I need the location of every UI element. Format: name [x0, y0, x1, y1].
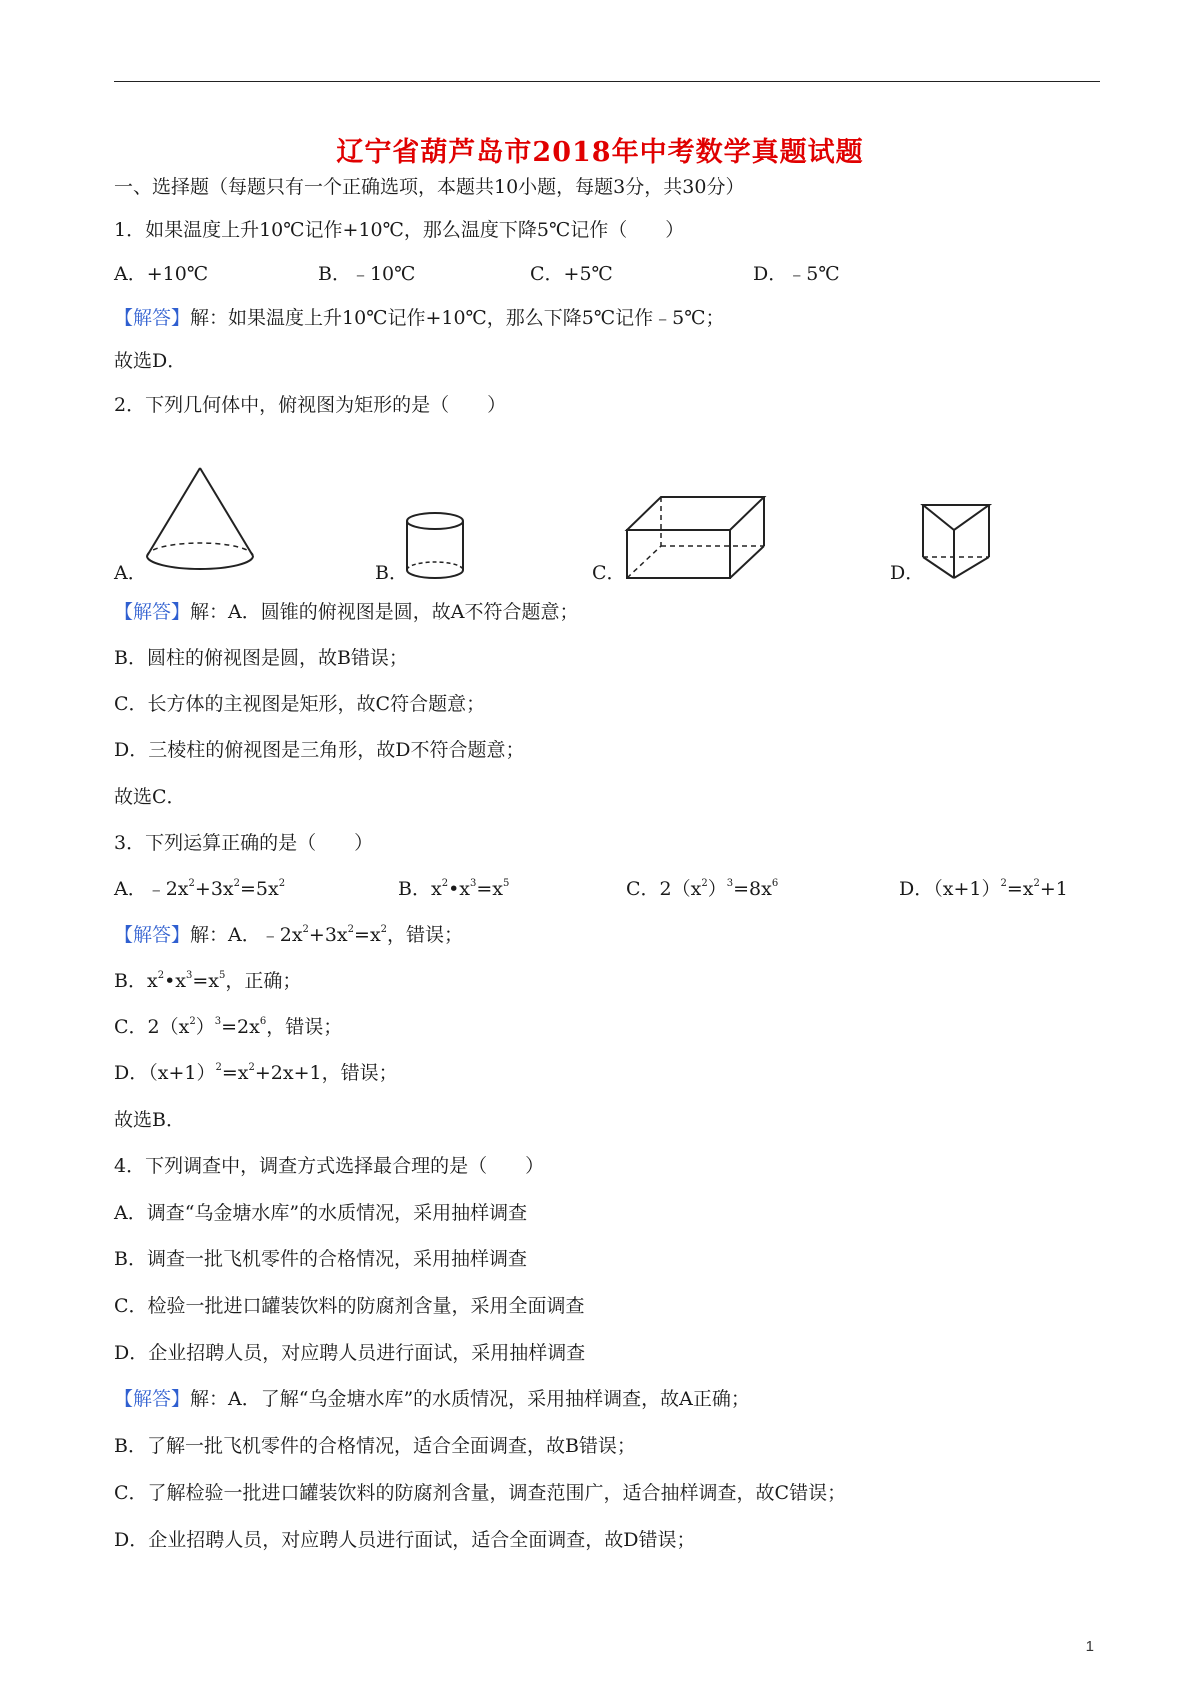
q3-option-d: D．$(x+1)^2=x^2+1$	[899, 878, 1068, 900]
q3-stem: 3．下列运算正确的是（ ）	[114, 832, 374, 854]
q4-stem: 4．下列调查中，调查方式选择最合理的是（ ）	[114, 1155, 545, 1177]
header-rule	[114, 81, 1100, 82]
q4-option-b: B．调查一批飞机零件的合格情况，采用抽样调查	[114, 1248, 527, 1270]
q1-answer	[114, 305, 725, 331]
cylinder-figure	[404, 510, 466, 584]
q1-option-a: A．+10℃	[114, 263, 209, 285]
section-heading: 一、选择题（每题只有一个正确选项，本题共10小题，每题3分，共30分）	[114, 176, 745, 198]
q2-choice: 故选C．	[114, 786, 186, 808]
triangular-prism-figure	[920, 502, 992, 582]
q4-option-d: D．企业招聘人员，对应聘人员进行面试，采用抽样调查	[114, 1342, 586, 1364]
q3-option-a: A．$﹣2x^2+3x^2=5x^2$	[114, 878, 286, 900]
page-title: 辽宁省葫芦岛市2018年中考数学真题试题	[336, 137, 864, 168]
q4-answer-text: 解：A．了解“乌金塘水库”的水质情况，采用抽样调查，故A正确；	[190, 1388, 750, 1410]
q3-answer: 【解答】解：A．$﹣2x^2+3x^2=x^2$，错误；	[114, 924, 464, 946]
cone-figure	[142, 465, 258, 583]
q3-answer-line-d: D．$(x+1)^2=x^2+2x+1$，错误；	[114, 1062, 398, 1084]
q3-answer-line-b: B．$x^2•x^3=x^5$，正确；	[114, 970, 302, 992]
q4-option-a: A．调查“乌金塘水库”的水质情况，采用抽样调查	[114, 1202, 528, 1224]
q3-option-b: B．$x^2•x^3=x^5$	[398, 878, 510, 900]
q2-answer-line-c: C．长方体的主视图是矩形，故C符合题意；	[114, 693, 486, 715]
answer-tag: 【解答】	[114, 307, 191, 329]
cuboid-figure	[624, 494, 770, 582]
q4-answer-line-c: C．了解检验一批进口罐装饮料的防腐剂含量，调查范围广，适合抽样调查，故C错误；	[114, 1482, 847, 1504]
q2-option-d-label: D．	[890, 562, 925, 584]
q1-answer-text: 解：如果温度上升10℃记作+10℃，那么下降5℃记作﹣5℃；	[190, 307, 725, 329]
q3-option-c: C．$2(x^2)^3=8x^6$	[626, 878, 779, 900]
q2-stem: 2．下列几何体中，俯视图为矩形的是（ ）	[114, 394, 507, 416]
q1-option-c: C．+5℃	[530, 263, 613, 285]
q2-option-b-label: B．	[375, 562, 408, 584]
answer-tag: 【解答】	[114, 601, 191, 623]
q3-choice: 故选B．	[114, 1109, 185, 1131]
page-number: 1	[1085, 1638, 1094, 1655]
q3-answer-line-c: C．$2(x^2)^3=2x^6$，错误；	[114, 1016, 343, 1038]
answer-tag: 【解答】	[114, 924, 191, 946]
q1-stem: 1．如果温度上升10℃记作+10℃，那么温度下降5℃记作（ ）	[114, 219, 685, 241]
q1-choice: 故选D．	[114, 350, 187, 372]
answer-tag: 【解答】	[114, 1388, 191, 1410]
q4-answer-line-b: B．了解一批飞机零件的合格情况，适合全面调查，故B错误；	[114, 1435, 636, 1457]
q4-answer-line-d: D．企业招聘人员，对应聘人员进行面试，适合全面调查，故D错误；	[114, 1529, 696, 1551]
q2-answer-text: 解：A．圆锥的俯视图是圆，故A不符合题意；	[190, 601, 579, 623]
q2-answer-line-b: B．圆柱的俯视图是圆，故B错误；	[114, 647, 408, 669]
q2-answer	[114, 599, 578, 625]
q2-option-c-label: C．	[592, 562, 626, 584]
q4-option-c: C．检验一批进口罐装饮料的防腐剂含量，采用全面调查	[114, 1295, 585, 1317]
q4-answer	[114, 1386, 750, 1412]
q2-option-a-label: A．	[114, 562, 147, 584]
q1-option-b: B．﹣10℃	[318, 263, 416, 285]
q2-answer-line-d: D．三棱柱的俯视图是三角形，故D不符合题意；	[114, 739, 525, 761]
q1-option-d: D．﹣5℃	[753, 263, 840, 285]
